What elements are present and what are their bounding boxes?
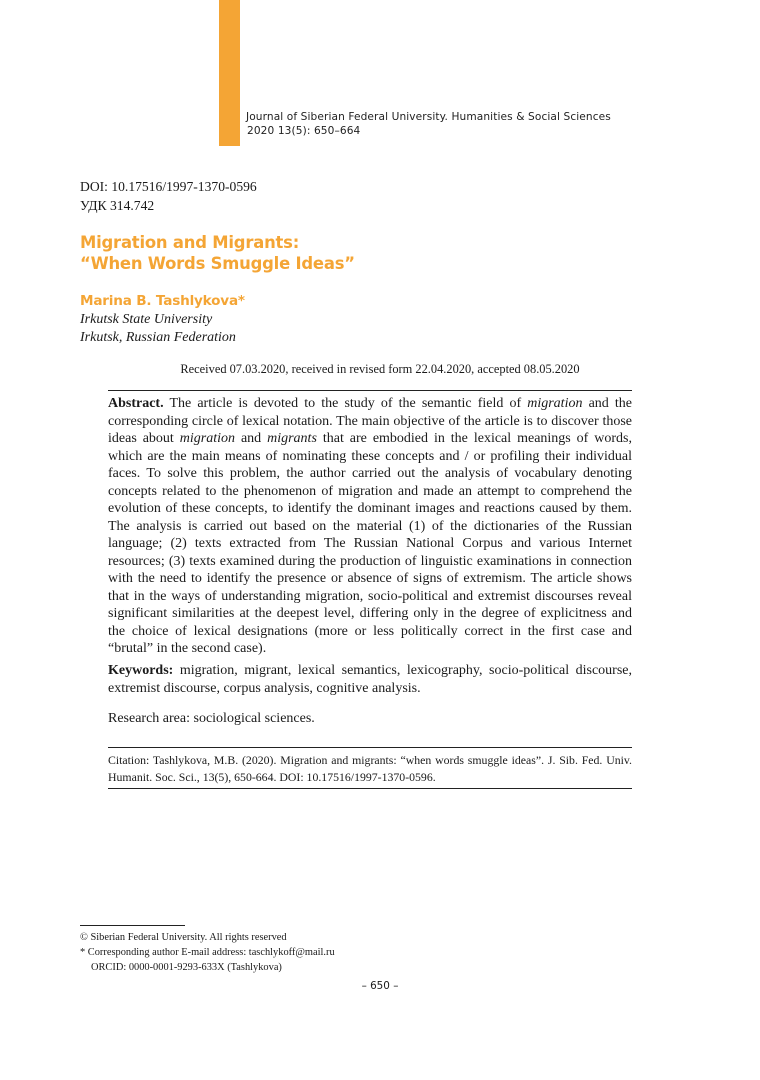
author-name: Marina B. Tashlykova* <box>80 293 245 309</box>
research-area: Research area: sociological sciences. <box>108 711 315 726</box>
affiliation-location: Irkutsk, Russian Federation <box>80 330 236 345</box>
abstract-text: The article is devoted to the study of the semantic field of <box>163 396 528 411</box>
journal-header <box>246 110 611 138</box>
abstract-emphasis: migrants <box>267 431 317 446</box>
footnotes <box>80 930 335 975</box>
title-line-1: Migration and Migrants: <box>80 233 300 252</box>
abstract-emphasis: migration <box>179 431 235 446</box>
citation: Citation: Tashlykova, M.B. (2020). Migration and migrants: “when words smuggle ideas”. J. Sib. Fed. Univ. Humanit. Soc. Sci., 13(5), 650-664. DOI: 10.17516/1997-1370-0596. <box>108 753 632 784</box>
footnote-rule <box>80 925 185 926</box>
title-line-2: “When Words Smuggle Ideas” <box>80 254 355 273</box>
abstract-text: and the corresponding circle of lexical notation. The main objective of the article is to discover those ideas about <box>108 396 632 446</box>
abstract-text: that are embodied in the lexical meanings of words, which are the main means of nominating these concepts and / or profiling their individual faces. To solve this problem, the author carried out the analysis of vocabulary denoting concepts related to the phenomenon of migration and made an attempt to comprehend the evolution of these concepts, to identify the dominant images and reactions caused by them. The analysis is carried out based on the material (1) of the dictionaries of the Russian language; (2) texts extracted from The Russian National Corpus and various Internet resources; (3) texts examined during the production of linguistic examinations in connection with the need to identify the presence or absence of signs of extremism. The article shows that in the ways of understanding migration, socio-political and extremist discourses reveal significant similarities at the deepest level, differing only in the degree of explicitness and the choice of lexical designations (more or less politically correct in the first case and “brutal” in the second case). <box>108 431 633 656</box>
affiliation-university: Irkutsk State University <box>80 312 213 327</box>
citation-bottom-rule <box>108 788 632 789</box>
article-meta <box>80 177 257 215</box>
journal-issue: 2020 13(5): 650–664 <box>247 125 361 137</box>
abstract <box>108 395 632 658</box>
doi: DOI: 10.17516/1997-1370-0596 <box>80 179 257 194</box>
keywords <box>108 662 632 697</box>
author-affiliation <box>80 311 236 347</box>
copyright-note: © Siberian Federal University. All rights reserved <box>80 932 287 943</box>
abstract-text: and <box>235 431 268 446</box>
corresponding-author-note: * Corresponding author E-mail address: taschlykoff@mail.ru <box>80 947 335 958</box>
received-dates: Received 07.03.2020, received in revised form 22.04.2020, accepted 08.05.2020 <box>180 362 580 376</box>
page-number: – 650 – <box>361 980 399 992</box>
orcid-note: ORCID: 0000-0001-9293-633X (Tashlykova) <box>91 962 282 973</box>
citation-top-rule <box>108 747 632 748</box>
abstract-top-rule <box>108 390 632 391</box>
abstract-label: Abstract. <box>108 396 164 411</box>
abstract-emphasis: migration <box>527 396 583 411</box>
keywords-label: Keywords: <box>108 663 174 678</box>
journal-name: Journal of Siberian Federal University. Humanities & Social Sciences <box>246 111 611 123</box>
article-title <box>80 232 355 274</box>
journal-accent-bar <box>219 0 240 146</box>
udk: УДК 314.742 <box>80 198 155 213</box>
keywords-text: migration, migrant, lexical semantics, lexicography, socio-political discourse, extremist discourse, corpus analysis, cognitive analysis. <box>108 663 632 696</box>
